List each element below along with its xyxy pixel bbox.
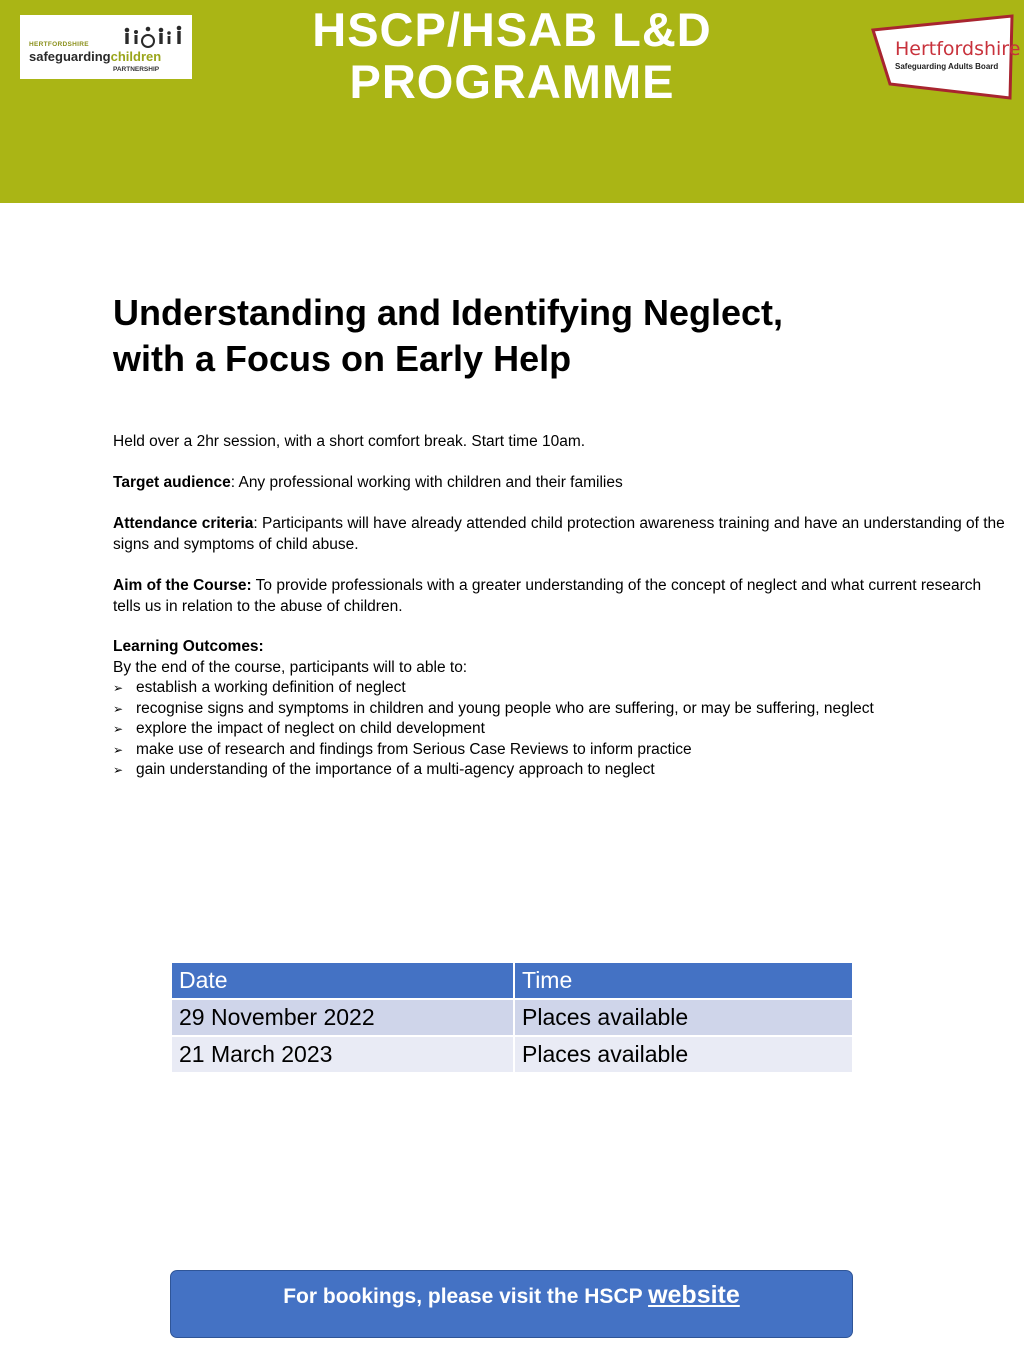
logo-county-text: HERTFORDSHIRE <box>29 41 89 48</box>
logo-right-name: Hertfordshire <box>895 38 1021 60</box>
logo-subtitle: PARTNERSHIP <box>113 66 160 73</box>
logo-name-part1: safeguarding <box>29 49 111 64</box>
booking-text: For bookings, please visit the HSCP <box>283 1285 649 1308</box>
website-link[interactable]: website <box>648 1281 740 1309</box>
page-title-line1: HSCP/HSAB L&D <box>312 3 712 56</box>
column-header-time: Time <box>514 962 853 999</box>
outcome-item <box>113 740 1013 761</box>
table-row <box>171 999 853 1036</box>
attendance-criteria-text: : Participants will have already attended child protection awareness training and have an understanding of the signs and symptoms of child abuse. <box>113 515 1005 553</box>
outcome-text: recognise signs and symptoms in children and young people who are suffering, or may be suffering, neglect <box>136 699 874 717</box>
session-dates-table <box>170 961 854 1074</box>
table-header-row <box>171 962 853 999</box>
availability-cell: Places available <box>514 1036 853 1073</box>
arrow-bullet-icon: ➢ <box>113 701 124 716</box>
course-title-line2: with a Focus on Early Help <box>113 338 572 379</box>
course-title-line1: Understanding and Identifying Neglect, <box>113 292 784 333</box>
availability-cell: Places available <box>514 999 853 1036</box>
learning-outcomes-label: Learning Outcomes: <box>113 638 264 655</box>
logo-right-subtitle: Safeguarding Adults Board <box>895 62 999 71</box>
course-aim <box>113 576 1013 617</box>
outcome-item <box>113 760 1013 781</box>
logo-name-part2: children <box>110 49 162 64</box>
outcome-text: establish a working definition of neglect <box>136 679 406 696</box>
course-aim-label: Aim of the Course: <box>113 577 252 594</box>
target-audience <box>113 473 1013 494</box>
target-audience-label: Target audience <box>113 474 231 491</box>
arrow-bullet-icon: ➢ <box>113 722 124 736</box>
session-info: Held over a 2hr session, with a short comfort break. Start time 10am. <box>113 433 586 450</box>
outcome-text: make use of research and findings from Serious Case Reviews to inform practice <box>136 740 692 758</box>
header-banner <box>0 0 1024 203</box>
arrow-bullet-icon: ➢ <box>113 742 124 757</box>
outcomes-list <box>113 678 1013 781</box>
outcome-item <box>113 678 1013 699</box>
column-header-date: Date <box>171 962 514 999</box>
attendance-criteria-label: Attendance criteria <box>113 515 254 532</box>
outcome-item <box>113 719 1013 740</box>
arrow-bullet-icon: ➢ <box>113 681 124 695</box>
outcome-item <box>113 699 1013 720</box>
outcome-text: explore the impact of neglect on child development <box>136 720 485 737</box>
page-title-line2: PROGRAMME <box>349 55 675 108</box>
arrow-bullet-icon: ➢ <box>113 763 124 777</box>
date-cell: 21 March 2023 <box>171 1036 514 1073</box>
attendance-criteria <box>113 514 1013 555</box>
learning-outcomes-intro: By the end of the course, participants will to able to: <box>113 658 468 676</box>
date-cell: 29 November 2022 <box>171 999 514 1036</box>
course-title <box>113 290 913 382</box>
booking-banner <box>170 1270 853 1338</box>
safeguarding-adults-board-logo <box>870 14 1021 100</box>
course-aim-text: To provide professionals with a greater understanding of the concept of neglect and what current research tells us in relation to the abuse of children. <box>113 577 982 615</box>
learning-outcomes <box>113 637 1013 781</box>
table-row <box>171 1036 853 1073</box>
target-audience-text: : Any professional working with children and their families <box>230 474 623 491</box>
outcome-text: gain understanding of the importance of a multi-agency approach to neglect <box>136 761 655 778</box>
